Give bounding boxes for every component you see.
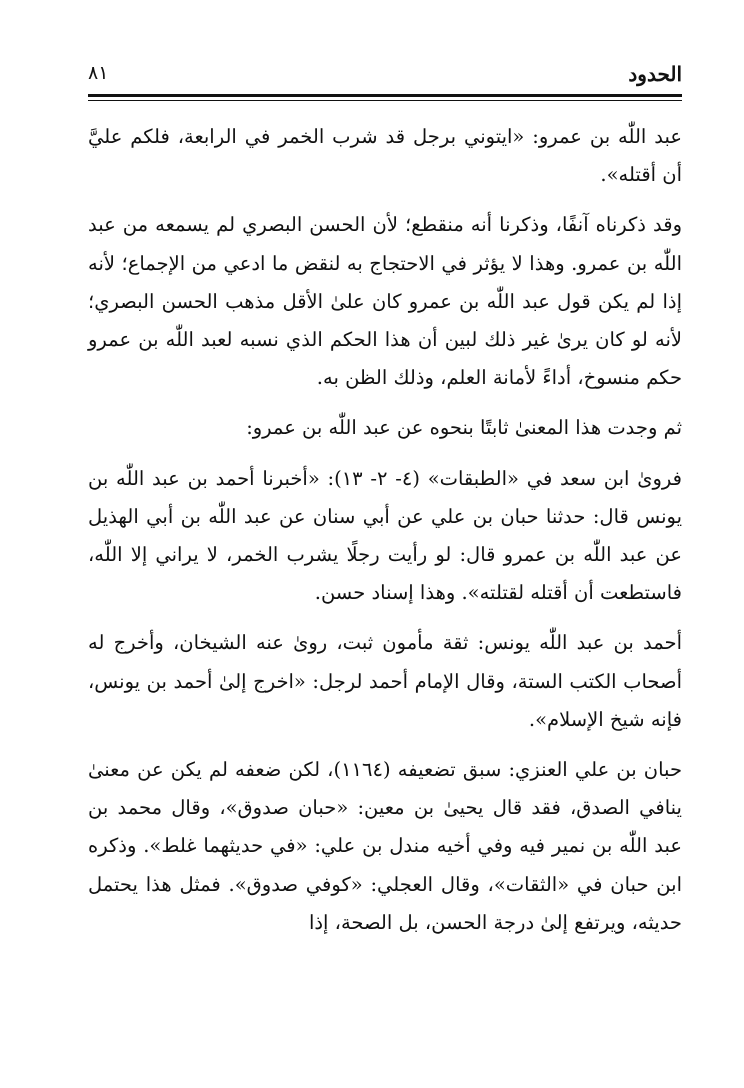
- paragraph-finding: ثم وجدت هذا المعنىٰ ثابتًا بنحوه عن عبد اللّٰه بن عمرو:: [246, 416, 682, 440]
- page-number: ٨١: [88, 62, 109, 84]
- paragraph-narrator-ahmad: أحمد بن عبد اللّٰه يونس: ثقة مأمون ثبت، روىٰ عنه الشيخان، وأخرج له أصحاب الكتب الستة، وقال الإمام أحمد لرجل: «اخرج إلىٰ أحمد بن يونس، فإنه شيخ الإسلام».: [88, 631, 682, 731]
- paragraph-quote-continuation: عبد اللّٰه بن عمرو: «ايتوني برجل قد شرب الخمر في الرابعة، فلكم عليَّ أن أقتله».: [88, 125, 682, 187]
- paragraph-narrator-hibban: حبان بن علي العنزي: سبق تضعيفه (١١٦٤)، لكن ضعفه لم يكن عن معنىٰ ينافي الصدق، فقد قال يحيىٰ بن معين: «حبان صدوق»، وقال محمد بن عبد اللّٰه بن نمير فيه وفي أخيه مندل بن علي: «في حديثهما غلط». وذكره ابن حبان في «الثقات»، وقال العجلي: «كوفي صدوق». فمثل هذا يحتمل حديثه، ويرتفع إلىٰ درجة الحسن، بل الصحة، إذا: [88, 758, 682, 934]
- running-head-title: الحدود: [628, 62, 682, 86]
- paragraph-commentary: وقد ذكرناه آنفًا، وذكرنا أنه منقطع؛ لأن الحسن البصري لم يسمعه من عبد اللّٰه بن عمرو. وهذا لا يؤثر في الاحتجاج به لنقض ما ادعي من الإجماع؛ لأنه إذا لم يكن قول عبد اللّٰه بن عمرو كان علىٰ الأقل مذهب الحسن البصري؛ لأنه لو كان يرىٰ غير ذلك لبين أن هذا الحكم الذي نسبه لعبد اللّٰه بن عمرو حكم منسوخ، أداءً لأمانة العلم، وذلك الظن به.: [88, 213, 682, 390]
- paragraph-narration-ibn-saad: فروىٰ ابن سعد في «الطبقات» (٤- ٢- ١٣): «أخبرنا أحمد بن عبد اللّٰه بن يونس قال: حدثنا حبان بن علي عن أبي سنان عن عبد اللّٰه بن أبي الهذيل عن عبد اللّٰه بن عمرو قال: لو رأيت رجلًا يشرب الخمر، لا يراني إلا اللّٰه، فاستطعت أن أقتله لقتلته». وهذا إسناد حسن.: [88, 466, 682, 605]
- body-text: [88, 118, 682, 942]
- header-rule-thin: [88, 100, 682, 101]
- header-rule-thick: [88, 94, 682, 97]
- running-head: [88, 62, 682, 88]
